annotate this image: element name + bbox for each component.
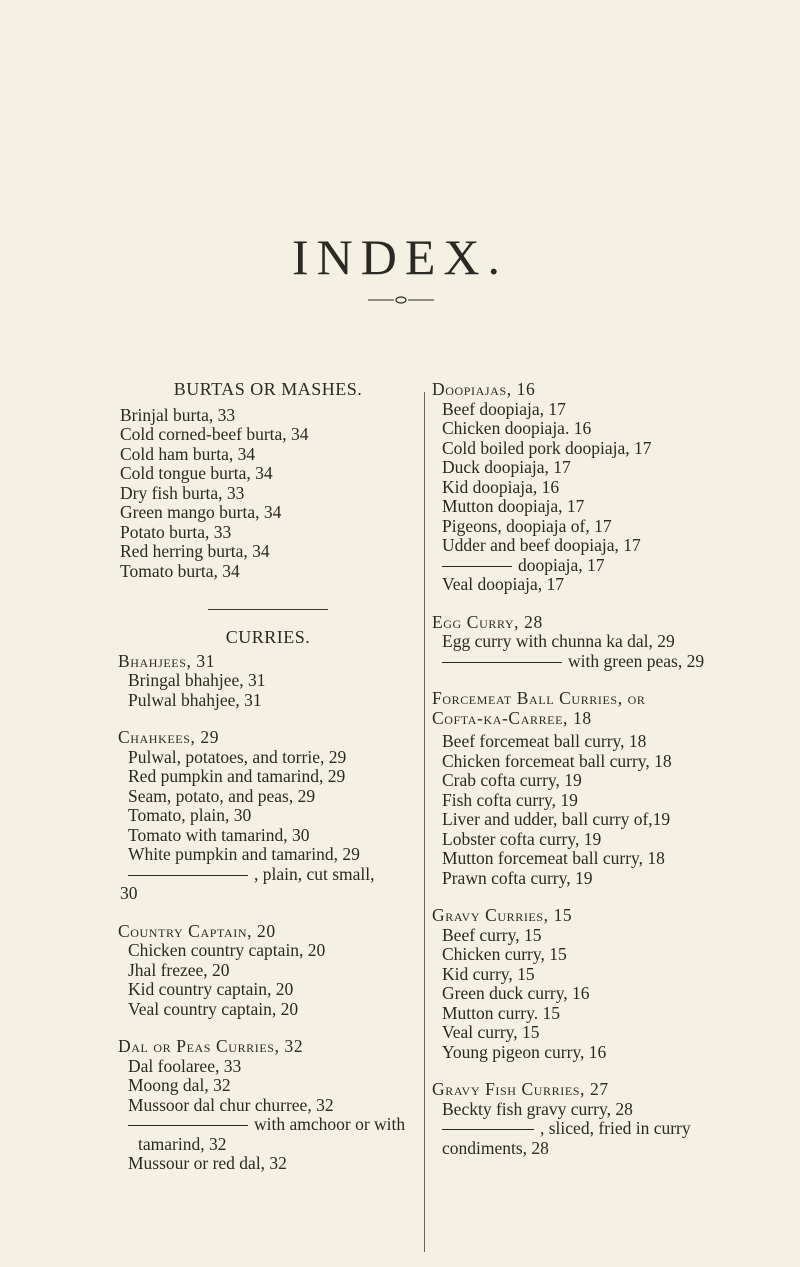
section-heading-curries: CURRIES. (225, 627, 311, 647)
group-heading-country-captain: Country Captain, 20 (118, 920, 276, 941)
list-item: Chicken forcemeat ball curry, 18 (442, 750, 672, 771)
list-item: Kid curry, 15 (442, 963, 535, 984)
list-item: Chicken doopiaja. 16 (442, 418, 592, 438)
list-item: Dal foolaree, 33 (128, 1055, 242, 1076)
list-item: Udder and beef doopiaja, 17 (442, 535, 641, 555)
list-item-text: with amchoor or with (254, 1114, 406, 1134)
group-heading-forcemeat-alt: Cofta-ka-Carree, 18 (432, 707, 592, 728)
list-item-text: with green peas, 29 (568, 650, 705, 671)
right-column (432, 380, 740, 1158)
list-item: Lobster cofta curry, 19 (442, 828, 602, 849)
list-item: Veal doopiaja, 17 (442, 574, 564, 594)
list-item: Mutton curry. 15 (442, 1002, 560, 1023)
list-item: Kid country captain, 20 (128, 979, 294, 999)
section-heading-burtas: BURTAS OR MASHES. (173, 379, 363, 399)
list-item: Green mango burta, 34 (120, 502, 282, 522)
list-item: Pulwal bhahjee, 31 (128, 689, 262, 710)
list-item: Mussour or red dal, 32 (128, 1153, 287, 1173)
list-item: Red pumpkin and tamarind, 29 (128, 766, 346, 786)
group-heading-chahkees: Chahkees, 29 (118, 727, 220, 747)
group-heading-gravy-curries: Gravy Curries, 15 (432, 905, 573, 925)
ditto-dash (442, 566, 512, 567)
list-item: Kid doopiaja, 16 (442, 476, 560, 497)
list-item: Moong dal, 32 (128, 1075, 231, 1095)
list-item: Beef forcemeat ball curry, 18 (442, 731, 647, 751)
group-heading-gravy-fish: Gravy Fish Curries, 27 (432, 1079, 609, 1099)
list-item: Crab cofta curry, 19 (442, 770, 582, 790)
ditto-dash (442, 662, 562, 663)
list-item: Green duck curry, 16 (442, 983, 590, 1003)
list-item: Cold boiled pork doopiaja, 17 (442, 437, 652, 458)
list-item: Liver and udder, ball curry of,19 (442, 809, 671, 829)
list-item-text: , plain, cut small, (254, 863, 375, 884)
list-item: Beef doopiaja, 17 (442, 398, 566, 419)
column-rule (424, 392, 425, 1252)
list-item-continued (432, 556, 740, 576)
list-item: Cold ham burta, 34 (120, 443, 256, 464)
ditto-dash (128, 1125, 248, 1126)
list-item: Dry fish burta, 33 (120, 482, 245, 503)
list-item-wrap: 30 (120, 883, 138, 903)
list-item: Chicken curry, 15 (442, 944, 567, 964)
list-item: Prawn cofta curry, 19 (442, 867, 593, 888)
list-item: Seam, potato, and peas, 29 (128, 785, 316, 806)
list-item-continued (118, 1115, 418, 1135)
list-item-continued (432, 652, 740, 672)
list-item: Beef curry, 15 (442, 924, 542, 945)
list-item: Pulwal, potatoes, and torrie, 29 (128, 746, 347, 767)
list-item: Veal country captain, 20 (128, 998, 299, 1019)
group-heading-doopiajas: Doopiajas, 16 (432, 379, 536, 399)
list-item: Pigeons, doopiaja of, 17 (442, 515, 612, 536)
list-item: Tomato, plain, 30 (128, 805, 252, 825)
list-item-continued (432, 1119, 740, 1139)
list-item-wrap: condiments, 28 (442, 1137, 549, 1158)
list-item: Veal curry, 15 (442, 1022, 540, 1042)
list-item: White pumpkin and tamarind, 29 (128, 844, 360, 864)
ditto-dash (128, 875, 248, 876)
section-divider (208, 609, 328, 610)
left-column (118, 380, 418, 1174)
ditto-dash (442, 1129, 534, 1130)
list-item: Mutton doopiaja, 17 (442, 496, 585, 516)
burtas-list (118, 406, 418, 582)
page-title: INDEX. (291, 229, 509, 285)
list-item: Mussoor dal chur churree, 32 (128, 1094, 334, 1115)
list-item: Duck doopiaja, 17 (442, 457, 571, 477)
list-item: Red herring burta, 34 (120, 541, 270, 561)
list-item-text: doopiaja, 17 (518, 554, 605, 575)
list-item: Jhal frezee, 20 (128, 959, 230, 980)
list-item: Fish cofta curry, 19 (442, 789, 578, 810)
list-item: Tomato with tamarind, 30 (128, 824, 310, 845)
list-item-wrap: tamarind, 32 (138, 1133, 227, 1154)
list-item: Egg curry with chunna ka dal, 29 (442, 631, 675, 651)
list-item: Cold tongue burta, 34 (120, 463, 273, 483)
ornament-divider (368, 296, 434, 304)
group-heading-forcemeat: Forcemeat Ball Curries, or (432, 688, 646, 708)
list-item: Bringal bhahjee, 31 (128, 670, 266, 690)
list-item-text: , sliced, fried in curry (540, 1118, 691, 1138)
list-item-continued (118, 865, 418, 885)
list-item: Potato burta, 33 (120, 521, 232, 542)
list-item: Young pigeon curry, 16 (442, 1041, 607, 1062)
list-item: Mutton forcemeat ball curry, 18 (442, 848, 665, 868)
group-heading-bhahjees: Bhahjees, 31 (118, 650, 216, 671)
group-heading-egg-curry: Egg Curry, 28 (432, 611, 543, 632)
group-heading-dal: Dal or Peas Curries, 32 (118, 1036, 304, 1056)
list-item: Beckty fish gravy curry, 28 (442, 1098, 633, 1119)
list-item: Chicken country captain, 20 (128, 940, 326, 960)
list-item: Cold corned-beef burta, 34 (120, 424, 309, 444)
list-item: Tomato burta, 34 (120, 560, 240, 581)
list-item: Brinjal burta, 33 (120, 404, 236, 425)
